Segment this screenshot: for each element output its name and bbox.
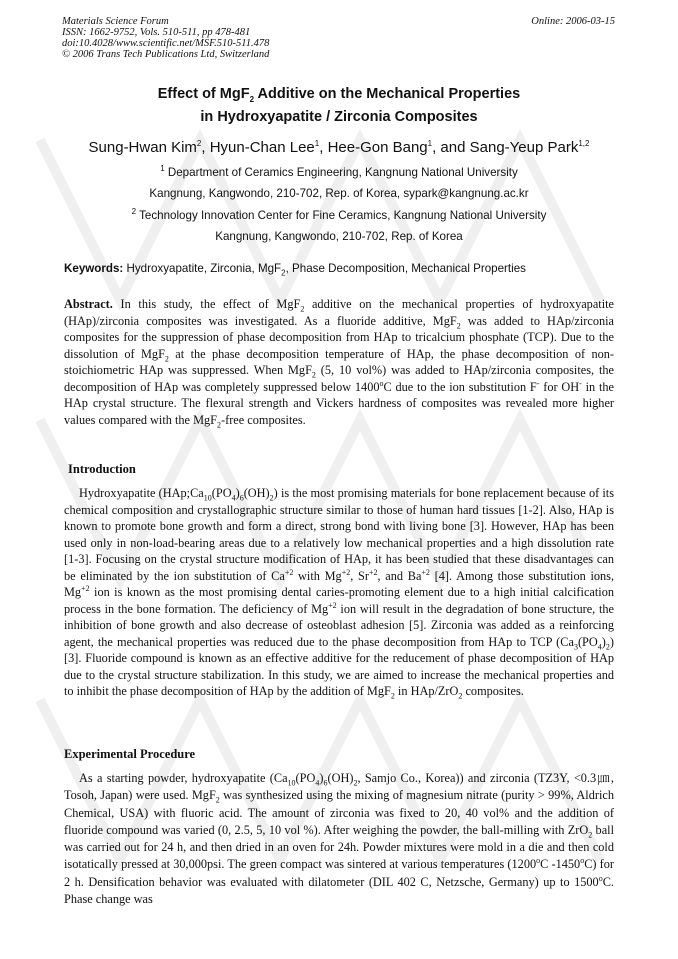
journal-info xyxy=(62,16,269,60)
introduction-heading: Introduction xyxy=(68,462,136,476)
title-line-2: in Hydroxyapatite / Zirconia Composites xyxy=(200,109,478,125)
affiliation-2: $^2$ Technology Innovation Center for Fine Ceramics, Kangnung National University Kangnung, Kangwondo, 210-702, Rep. of Korea xyxy=(131,207,547,243)
title-line-1: Effect of MgF$_2$ Additive on the Mechanical Properties xyxy=(157,86,521,104)
keywords: Keywords: Hydroxyapatite, Zirconia, MgF$_2$, Phase Decomposition, Mechanical Properties xyxy=(64,262,526,278)
online-date: Online: 2006-03-15 xyxy=(531,16,615,27)
journal-doi: doi:10.4028/www.scientific.net/MSF.510-511.478 xyxy=(62,38,270,49)
introduction-paragraph: Hydroxyapatite $(HAp;Ca_{10}(PO_4)_6(OH)_2)$ is the most promising materials for bone replacement because of its chemical composition and crystallographic structure similar to those of human hard tissues [1-2]. Also, HAp is known to promote bone growth and form a direct, strong bond with living bone [3]. However, HAp has been used only in non-load-bearing areas due to a relatively low mechanical properties and a high dissolution rate [1-3]. Focusing on the crystal structure modification of HAp, it has been studied that these disadvantages can be eliminated by the ion substitution of $Ca^{+2}$ with $Mg^{+2}$, $Sr^{+2}$, and $Ba^{+2}$ [4]. Among those substitution ions, $Mg^{+2}$ ion is known as the most promising dental caries-promoting element due to a high initial calcification process in the bone formation. The deficiency of $Mg^{+2}$ ion will result in the degradation of bone structure, the inhibition of bone growth and also decrease of osteoblast adhesion [5]. Zirconia was added as a reinforcing agent, the mechanical properties was reduced due to the phase decomposition from HAp to TCP $(Ca_3(PO_4)_2)$ [3]. Fluoride compound is known as an effective additive for the reducement of phase decomposition of HAp due to the crystal structure stabilization. In this study, we are aimed to increase the mechanical properties and to inhibit the phase decomposition of HAp by the addition of MgF$_2$ in HAp/ZrO$_2$ composites. xyxy=(64,486,615,701)
paper-title xyxy=(40,83,638,129)
author-list: Sung-Hwan Kim$^2$, Hyun-Chan Lee$^1$, Hee-Gon Bang$^1$, and Sang-Yeup Park$^{1,2}$ xyxy=(88,139,590,156)
journal-copyright: © 2006 Trans Tech Publications Ltd, Switzerland xyxy=(62,49,270,60)
abstract-paragraph: Abstract. In this study, the effect of MgF$_2$ additive on the mechanical properties of hydroxyapatite (HAp)/zirconia composites was investigated. As a fluoride additive, MgF$_2$ was added to HAp/zirconia composites for the suppression of phase decomposition from HAp to tricalcium phosphate (TCP). Due to the dissolution of MgF$_2$ at the phase decomposition temperature of HAp, the phase decomposition of non-stoichiometric HAp was suppressed. When MgF$_2$ (5, 10 vol%) was added to HAp/zirconia composites, the decomposition of HAp was completely suppressed below 1400$^o$C due to the ion substitution F- for OH- in the HAp crystal structure. The flexural strength and Vickers hardness of composites was revealed more higher values compared with the MgF$_2$-free composites. xyxy=(64,297,614,429)
affiliation-1: $^1$ Department of Ceramics Engineering, Kangnung National University Kangnung, Kangwondo, 210-702, Rep. of Korea, sypark@kangnung.ac.kr xyxy=(149,164,529,200)
journal-name: Materials Science Forum xyxy=(62,16,169,27)
journal-issn: ISSN: 1662-9752, Vols. 510-511, pp 478-481 xyxy=(62,27,251,38)
experimental-paragraph: As a starting powder, hydroxyapatite ($Ca_{10}(PO_4)_6(OH)_2$, Samjo Co., Korea)) and zirconia (TZ3Y, <0.3㎛, Tosoh, Japan) were used. MgF$_2$ was synthesized using the mixing of magnesium nitrate (purity > 99%, Aldrich Chemical, USA) with fluoric acid. The amount of zirconia was fixed to 20, 40 vol% and the addition of fluoride compound was varied (0, 2.5, 5, 10 vol %). After weighing the powder, the ball-milling with ZrO$_2$ ball was carried out for 24 h, and then dried in an oven for 24h. Powder mixtures were mold in a die and then cold isotatically pressed at 30,000psi. The green compact was sintered at various temperatures (1200$^o$C -1450$^o$C) for 2 h. Densification behavior was evaluated with dilatometer (DIL 402 C, Netzsche, Germany) up to 1500$^o$C. Phase change was xyxy=(64,771,614,907)
experimental-heading: Experimental Procedure xyxy=(64,747,196,761)
